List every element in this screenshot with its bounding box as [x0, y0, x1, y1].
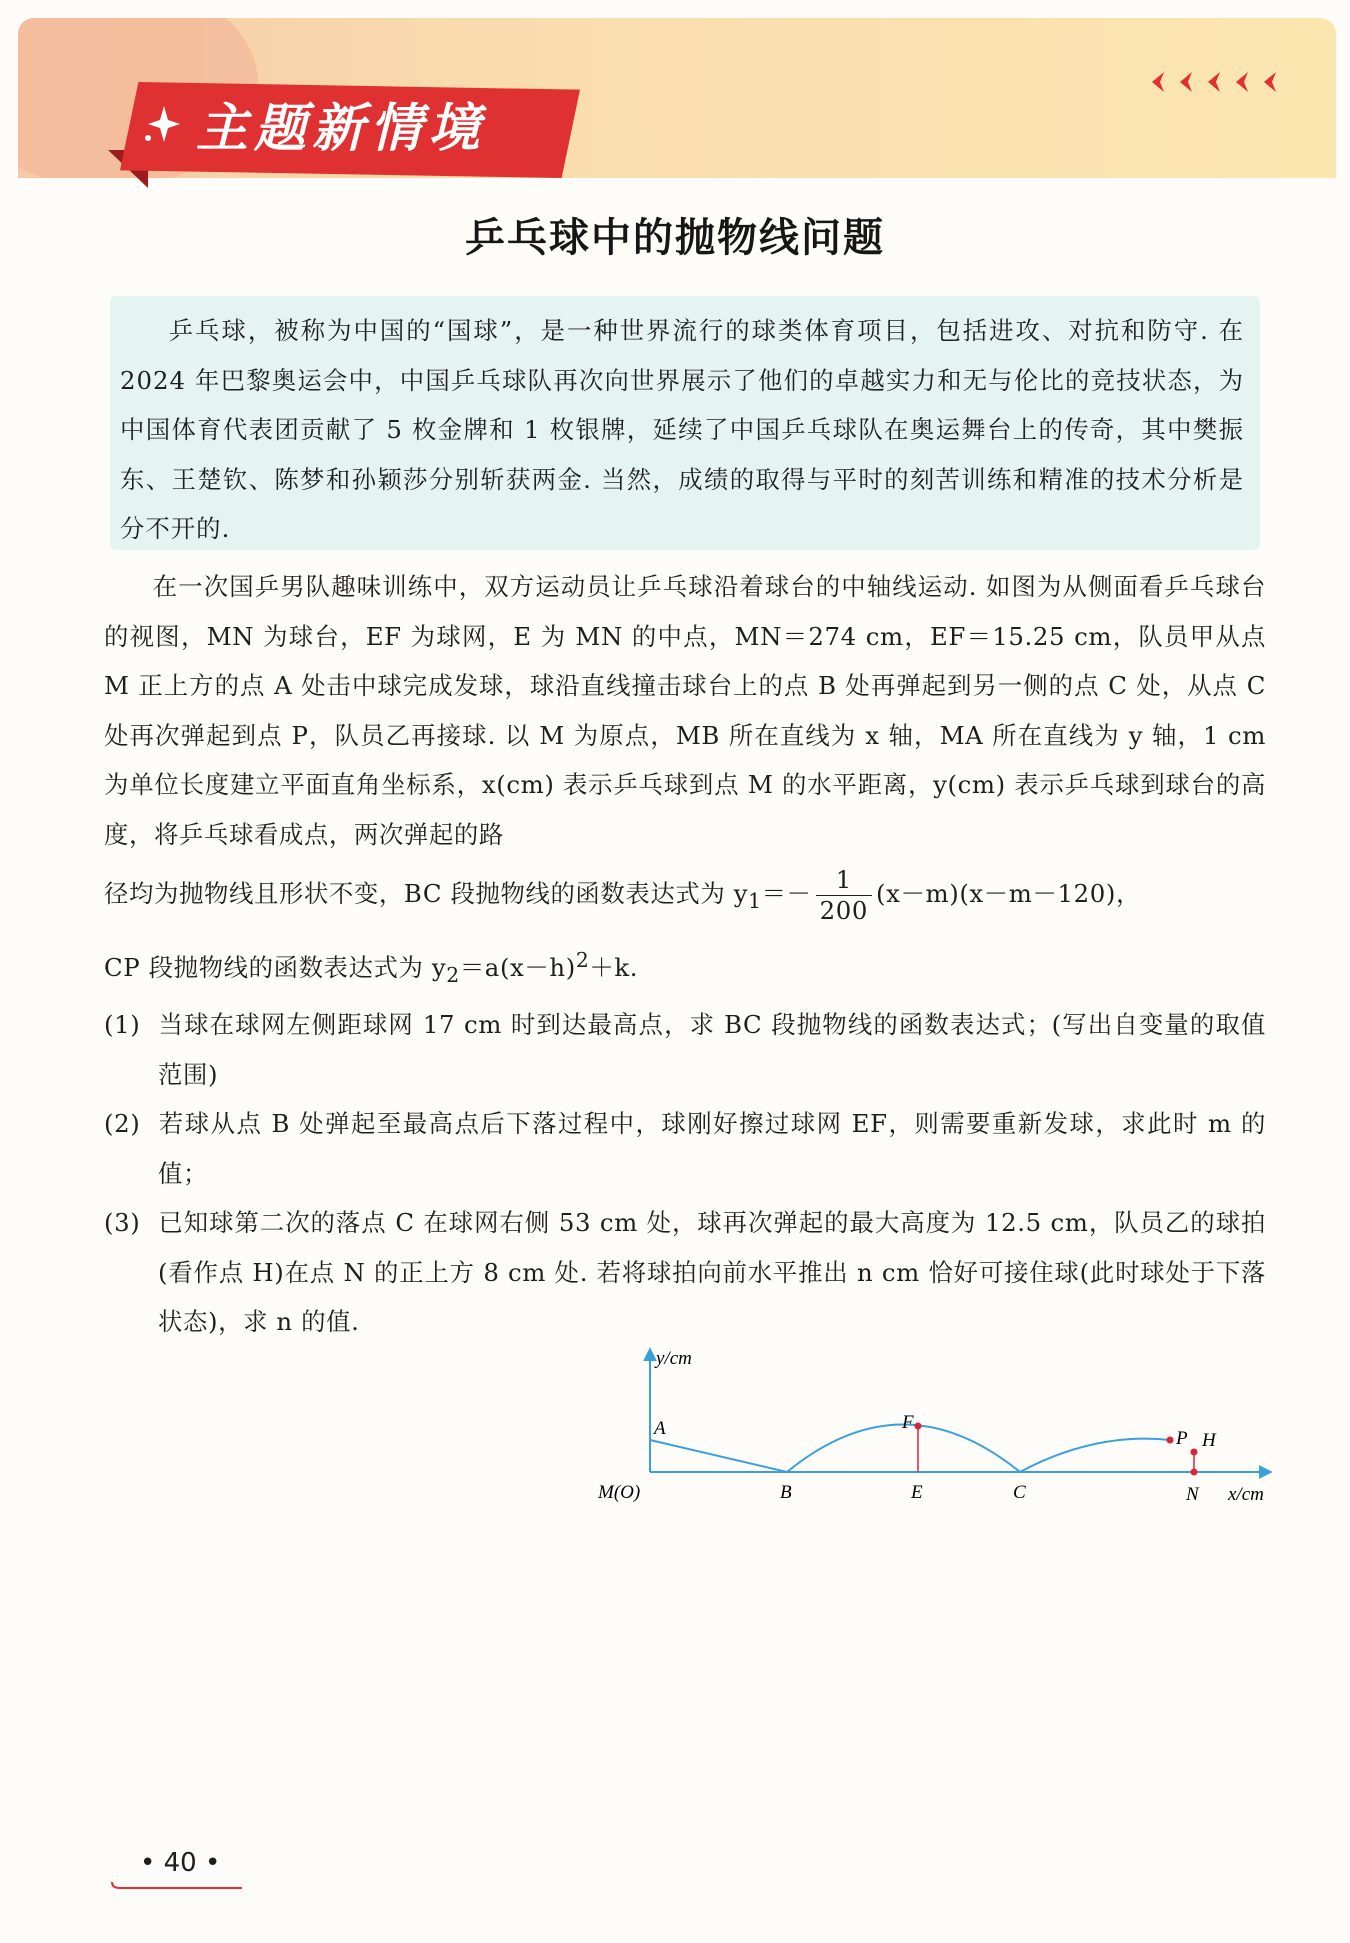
- page-number: • 40 •: [140, 1848, 221, 1878]
- serve-path: [650, 1440, 787, 1472]
- question-2: [104, 1099, 1266, 1198]
- point-n: [1191, 1469, 1198, 1476]
- label-f: F: [902, 1412, 914, 1433]
- equation-line-cp: [104, 936, 1266, 1001]
- point-f: [915, 1423, 922, 1430]
- equation-line-bc: [104, 859, 1266, 936]
- superscript: 2: [575, 947, 590, 972]
- label-y-axis: y/cm: [656, 1348, 692, 1369]
- arrows-icon: [1150, 70, 1300, 94]
- point-h: [1191, 1449, 1198, 1456]
- question-3: [104, 1198, 1266, 1347]
- subscript: 1: [748, 888, 762, 913]
- equation-text: CP 段抛物线的函数表达式为 y: [104, 953, 447, 982]
- label-a: A: [654, 1418, 666, 1439]
- page-title: 乒乓球中的抛物线问题: [465, 215, 885, 261]
- problem-paragraph: 在一次国乒男队趣味训练中，双方运动员让乒乓球沿着球台的中轴线运动. 如图为从侧面看乒乓球台的视图，MN 为球台，EF 为球网，E 为 MN 的中点，MN＝274 cm，EF＝15.25 cm，队员甲从点 M 正上方的点 A 处击中球完成发球，球沿直线撞击球台上的点 B 处再弹起到另一侧的点 C 处，从点 C 处再次弹起到点 P，队员乙再接球. 以 M 为原点，MB 所在直线为 x 轴，MA 所在直线为 y 轴，1 cm 为单位长度建立平面直角坐标系，x(cm) 表示乒乓球到点 M 的水平距离，y(cm) 表示乒乓球到球台的高度，将乒乓球看成点，两次弹起的路: [104, 572, 1266, 849]
- question-text: 若球从点 B 处弹起至最高点后下落过程中，球刚好擦过球网 EF，则需要重新发球，求此时 m 的值；: [158, 1109, 1266, 1188]
- question-number: (1): [104, 1010, 141, 1040]
- label-e: E: [911, 1482, 923, 1503]
- sparkle-icon: [142, 104, 182, 144]
- fraction-numerator: 1: [816, 865, 872, 896]
- question-1: [104, 1000, 1266, 1099]
- equation-end: ＋k.: [589, 953, 639, 982]
- intro-text: 乒乓球，被称为中国的“国球”，是一种世界流行的球类体育项目，包括进攻、对抗和防守. 在 2024 年巴黎奥运会中，中国乒乓球队再次向世界展示了他们的卓越实力和无与伦比的竞技状态，为中国体育代表团贡献了 5 枚金牌和 1 枚银牌，延续了中国乒乓球队在奥运舞台上的传奇，其中樊振东、王楚钦、陈梦和孙颖莎分别斩获两金. 当然，成绩的取得与平时的刻苦训练和精准的技术分析是分不开的.: [120, 316, 1244, 543]
- label-origin: M(O): [598, 1482, 641, 1503]
- equation-text: 径均为抛物线且形状不变，BC 段抛物线的函数表达式为 y: [104, 879, 749, 908]
- subscript: 2: [446, 962, 460, 987]
- equation-equals: ＝－: [761, 879, 812, 908]
- question-text: 当球在球网左侧距球网 17 cm 时到达最高点，求 BC 段抛物线的函数表达式；(写出自变量的取值范围): [158, 1010, 1266, 1089]
- question-number: (2): [104, 1109, 141, 1139]
- label-n: N: [1186, 1484, 1199, 1505]
- label-b: B: [780, 1482, 792, 1503]
- section-label: 主题新情境: [196, 99, 487, 159]
- label-x-axis: x/cm: [1228, 1484, 1264, 1505]
- fraction: [816, 865, 872, 926]
- parabola-cp: [1020, 1439, 1170, 1472]
- question-text: 已知球第二次的落点 C 在球网右侧 53 cm 处，球再次弹起的最大高度为 12.5 cm，队员乙的球拍(看作点 H)在点 N 的正上方 8 cm 处. 若将球拍向前水平推出 n cm 恰好可接住球(此时球处于下落状态)，求 n 的值.: [158, 1208, 1266, 1337]
- table-tennis-diagram: [590, 1342, 1290, 1522]
- label-p: P: [1176, 1428, 1188, 1449]
- label-h: H: [1202, 1430, 1216, 1451]
- problem-body: [104, 562, 1266, 1347]
- page-number-underline: [110, 1880, 242, 1890]
- point-p: [1167, 1437, 1174, 1444]
- equation-body: ＝a(x－h): [459, 953, 576, 982]
- question-number: (3): [104, 1208, 141, 1238]
- label-c: C: [1013, 1482, 1026, 1503]
- intro-box: [110, 296, 1260, 550]
- fraction-denominator: 200: [819, 896, 869, 925]
- equation-factors: (x－m)(x－m－120)，: [876, 879, 1141, 908]
